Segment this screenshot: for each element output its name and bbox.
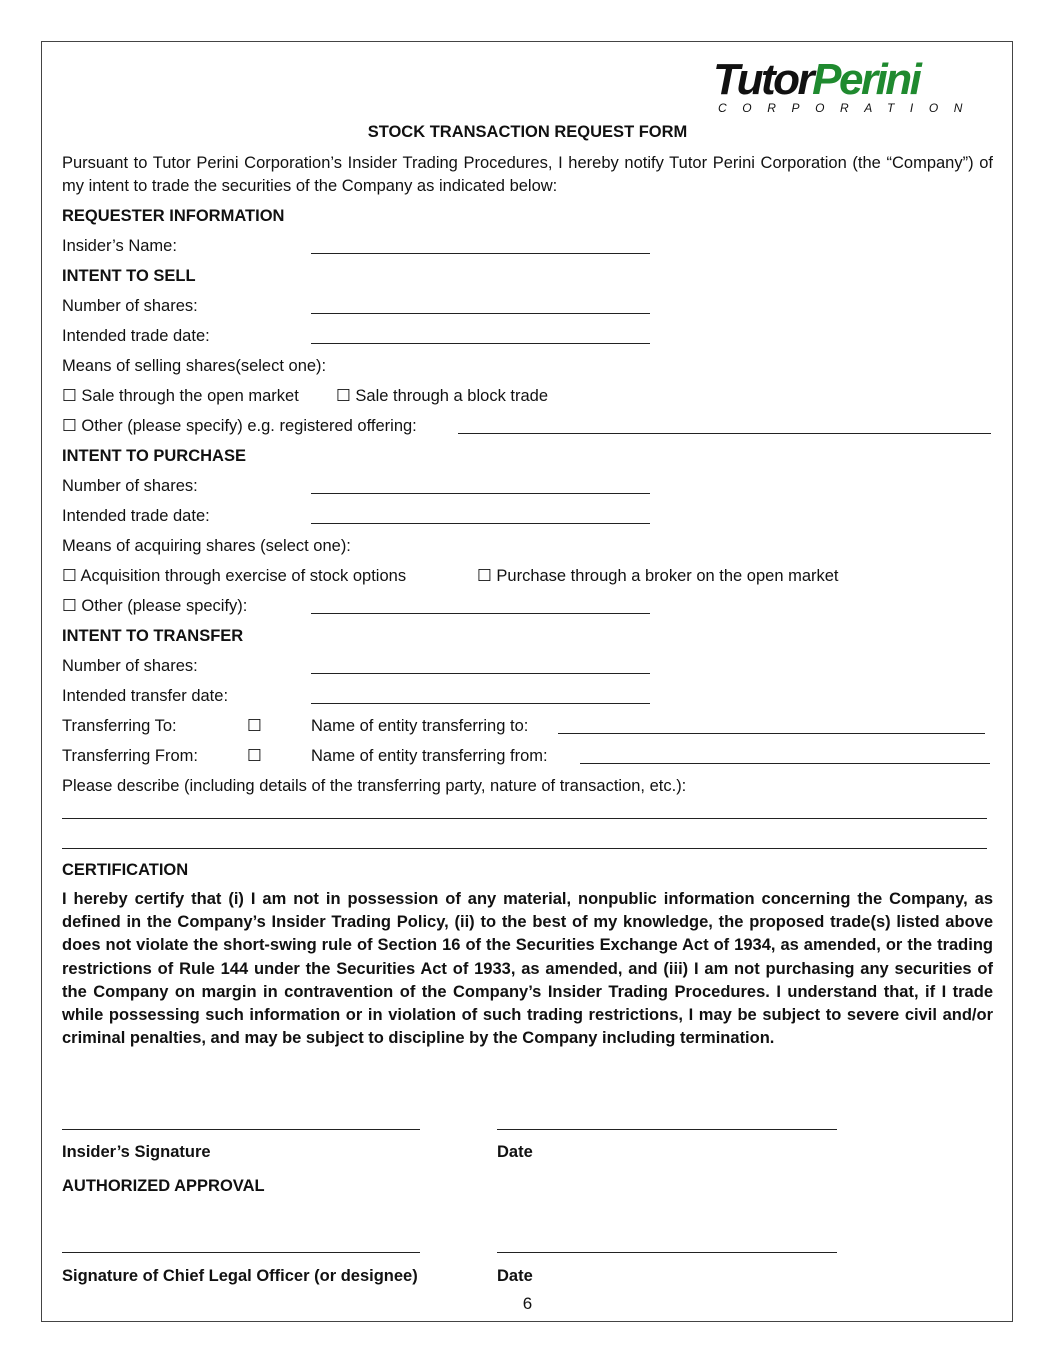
page-number: 6 bbox=[522, 1294, 533, 1313]
sell-other-field[interactable] bbox=[458, 433, 991, 434]
officer-signature-label: Signature of Chief Legal Officer (or designee) bbox=[62, 1267, 418, 1285]
company-logo bbox=[713, 55, 919, 105]
insider-signature-line[interactable] bbox=[62, 1129, 420, 1130]
purchase-shares-field[interactable] bbox=[311, 493, 650, 494]
sell-open-market-option[interactable] bbox=[62, 386, 299, 406]
transfer-to-label: Transferring To: bbox=[62, 717, 177, 735]
certification-text: I hereby certify that (i) I am not in possession of any material, nonpublic information concerning the Company, as defined in the Company’s Insider Trading Policy, (ii) to the best of my knowledge, the proposed trade(s) listed above does not violate the short-swing rule of Section 16 of the Securities Exchange Act of 1934, as amended, or the trading restrictions of Rule 144 under the Securities Act of 1933, as amended, and (iii) I am not purchasing any securities of the Company on margin in contravention of the Company’s Insider Trading Procedures. I understand that, if I trade while possessing such information or in violation of such trading restrictions, I may be subject to severe civil and/or criminal penalties, and may be subject to discipline by the Company including termination. bbox=[62, 890, 993, 1048]
purchase-other-option[interactable] bbox=[62, 596, 247, 616]
requester-heading: REQUESTER INFORMATION bbox=[62, 207, 285, 225]
officer-date-line[interactable] bbox=[497, 1252, 837, 1253]
sell-shares-label: Number of shares: bbox=[62, 297, 198, 315]
transfer-from-checkbox-icon[interactable]: ☐ bbox=[247, 747, 262, 765]
transfer-from-entity-label: Name of entity transferring from: bbox=[311, 747, 548, 765]
transfer-shares-label: Number of shares: bbox=[62, 657, 198, 675]
purchase-broker-option[interactable] bbox=[477, 566, 839, 586]
sell-other-label: Other (please specify) e.g. registered offering: bbox=[81, 417, 417, 435]
purchase-date-field[interactable] bbox=[311, 523, 650, 524]
certification-heading: CERTIFICATION bbox=[62, 861, 189, 879]
purchase-other-field[interactable] bbox=[311, 613, 650, 614]
purchase-shares-label: Number of shares: bbox=[62, 477, 198, 495]
checkbox-icon[interactable]: ☐ bbox=[62, 597, 77, 615]
transfer-shares-field[interactable] bbox=[311, 673, 650, 674]
officer-signature-line[interactable] bbox=[62, 1252, 420, 1253]
sell-date-field[interactable] bbox=[311, 343, 650, 344]
describe-line-1[interactable] bbox=[62, 818, 987, 819]
purchase-heading: INTENT TO PURCHASE bbox=[62, 447, 246, 465]
purchase-date-label: Intended trade date: bbox=[62, 507, 210, 525]
checkbox-icon[interactable]: ☐ bbox=[62, 387, 77, 405]
insider-date-line[interactable] bbox=[497, 1129, 837, 1130]
checkbox-icon[interactable]: ☐ bbox=[477, 567, 492, 585]
describe-line-2[interactable] bbox=[62, 848, 987, 849]
sell-means-label: Means of selling shares(select one): bbox=[62, 357, 327, 375]
purchase-broker-label: Purchase through a broker on the open market bbox=[496, 567, 839, 585]
transfer-to-entity-field[interactable] bbox=[558, 733, 985, 734]
checkbox-icon[interactable]: ☐ bbox=[62, 417, 77, 435]
transfer-date-field[interactable] bbox=[311, 703, 650, 704]
insider-signature-label: Insider’s Signature bbox=[62, 1143, 211, 1161]
sell-date-label: Intended trade date: bbox=[62, 327, 210, 345]
purchase-means-label: Means of acquiring shares (select one): bbox=[62, 537, 351, 555]
sell-shares-field[interactable] bbox=[311, 313, 650, 314]
sell-other-option[interactable] bbox=[62, 416, 417, 436]
logo-word-perini: Perini bbox=[812, 55, 920, 104]
transfer-heading: INTENT TO TRANSFER bbox=[62, 627, 244, 645]
sell-open-market-label: Sale through the open market bbox=[81, 387, 299, 405]
transfer-to-entity-label: Name of entity transferring to: bbox=[311, 717, 529, 735]
intro-paragraph: Pursuant to Tutor Perini Corporation’s Insider Trading Procedures, I hereby notify Tutor Perini Corporation (the “Company”) of my intent to trade the securities of the Company as indicated below: bbox=[62, 154, 993, 195]
transfer-to-checkbox-icon[interactable]: ☐ bbox=[247, 717, 262, 735]
logo-subtitle: CORPORATION bbox=[718, 101, 979, 115]
purchase-stock-options-label: Acquisition through exercise of stock options bbox=[80, 567, 407, 585]
insider-name-field[interactable] bbox=[311, 253, 650, 254]
sell-block-trade-option[interactable] bbox=[336, 386, 548, 406]
transfer-describe-label: Please describe (including details of the transferring party, nature of transaction, etc.): bbox=[62, 777, 687, 795]
purchase-stock-options-option[interactable] bbox=[62, 566, 406, 586]
insider-name-label: Insider’s Name: bbox=[62, 237, 177, 255]
checkbox-icon[interactable]: ☐ bbox=[62, 567, 77, 585]
officer-date-label: Date bbox=[497, 1267, 533, 1285]
approval-heading: AUTHORIZED APPROVAL bbox=[62, 1177, 265, 1195]
transfer-from-label: Transferring From: bbox=[62, 747, 198, 765]
sell-heading: INTENT TO SELL bbox=[62, 267, 196, 285]
purchase-other-label: Other (please specify): bbox=[81, 597, 248, 615]
transfer-date-label: Intended transfer date: bbox=[62, 687, 229, 705]
sell-block-trade-label: Sale through a block trade bbox=[355, 387, 549, 405]
logo-word-tutor: Tutor bbox=[713, 55, 813, 104]
insider-date-label: Date bbox=[497, 1143, 533, 1161]
transfer-from-entity-field[interactable] bbox=[580, 763, 990, 764]
checkbox-icon[interactable]: ☐ bbox=[336, 387, 351, 405]
form-title: STOCK TRANSACTION REQUEST FORM bbox=[367, 123, 688, 141]
